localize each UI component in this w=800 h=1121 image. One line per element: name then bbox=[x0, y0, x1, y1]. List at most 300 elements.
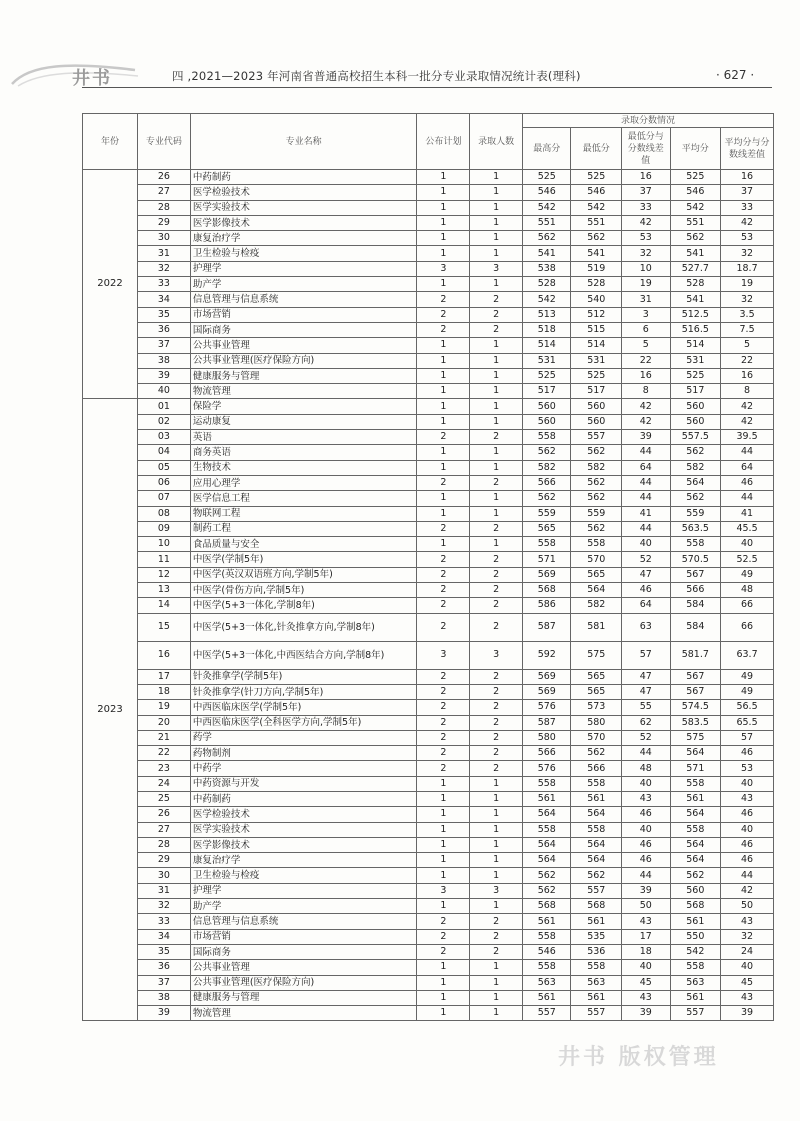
cell-plan: 1 bbox=[417, 246, 470, 261]
cell-mind: 19 bbox=[622, 277, 670, 292]
cell-avgd: 44 bbox=[721, 868, 774, 883]
cell-max: 566 bbox=[523, 475, 571, 490]
cell-avg: 558 bbox=[670, 960, 721, 975]
cell-avgd: 39 bbox=[721, 1006, 774, 1021]
cell-max: 563 bbox=[523, 975, 571, 990]
cell-name: 应用心理学 bbox=[190, 475, 417, 490]
cell-min: 580 bbox=[571, 715, 622, 730]
cell-max: 561 bbox=[523, 914, 571, 929]
table-row bbox=[83, 246, 774, 261]
cell-mind: 18 bbox=[622, 944, 670, 959]
cell-avg: 562 bbox=[670, 445, 721, 460]
cell-adm: 1 bbox=[470, 368, 523, 383]
cell-avgd: 52.5 bbox=[721, 552, 774, 567]
cell-avgd: 39.5 bbox=[721, 430, 774, 445]
cell-avg: 584 bbox=[670, 598, 721, 613]
cell-min: 570 bbox=[571, 730, 622, 745]
cell-max: 564 bbox=[523, 807, 571, 822]
cell-mind: 41 bbox=[622, 506, 670, 521]
cell-mind: 64 bbox=[622, 460, 670, 475]
cell-avg: 567 bbox=[670, 684, 721, 699]
cell-name: 中医学(5+3一体化,学制8年) bbox=[190, 598, 417, 613]
cell-avg: 525 bbox=[670, 368, 721, 383]
cell-code: 33 bbox=[138, 277, 191, 292]
cell-avg: 564 bbox=[670, 853, 721, 868]
cell-adm: 1 bbox=[470, 445, 523, 460]
cell-adm: 2 bbox=[470, 761, 523, 776]
table-row bbox=[83, 761, 774, 776]
cell-plan: 2 bbox=[417, 700, 470, 715]
cell-code: 01 bbox=[138, 399, 191, 414]
cell-plan: 1 bbox=[417, 338, 470, 353]
cell-min: 557 bbox=[571, 1006, 622, 1021]
cell-avg: 525 bbox=[670, 170, 721, 185]
cell-code: 38 bbox=[138, 990, 191, 1005]
cell-code: 10 bbox=[138, 537, 191, 552]
cell-avg: 581.7 bbox=[670, 641, 721, 669]
cell-min: 562 bbox=[571, 521, 622, 536]
cell-adm: 1 bbox=[470, 460, 523, 475]
cell-plan: 1 bbox=[417, 170, 470, 185]
table-row bbox=[83, 1006, 774, 1021]
cell-max: 562 bbox=[523, 868, 571, 883]
cell-min: 536 bbox=[571, 944, 622, 959]
cell-min: 562 bbox=[571, 475, 622, 490]
cell-avgd: 56.5 bbox=[721, 700, 774, 715]
col-admitted: 录取人数 bbox=[470, 114, 523, 170]
cell-code: 13 bbox=[138, 583, 191, 598]
cell-adm: 1 bbox=[470, 491, 523, 506]
cell-max: 559 bbox=[523, 506, 571, 521]
cell-plan: 1 bbox=[417, 399, 470, 414]
cell-avg: 562 bbox=[670, 491, 721, 506]
cell-max: 538 bbox=[523, 261, 571, 276]
cell-avgd: 32 bbox=[721, 246, 774, 261]
cell-avg: 561 bbox=[670, 791, 721, 806]
cell-name: 国际商务 bbox=[190, 944, 417, 959]
cell-name: 医学实验技术 bbox=[190, 822, 417, 837]
cell-name: 中医学(5+3一体化,针灸推拿方向,学制8年) bbox=[190, 613, 417, 641]
watermark-text: 井书 版权管理 bbox=[558, 1045, 719, 1070]
cell-name: 中医学(5+3一体化,中西医结合方向,学制8年) bbox=[190, 641, 417, 669]
cell-avg: 564 bbox=[670, 837, 721, 852]
cell-avg: 512.5 bbox=[670, 307, 721, 322]
cell-mind: 43 bbox=[622, 914, 670, 929]
cell-avgd: 46 bbox=[721, 807, 774, 822]
table-row bbox=[83, 746, 774, 761]
cell-adm: 2 bbox=[470, 613, 523, 641]
cell-avgd: 18.7 bbox=[721, 261, 774, 276]
cell-plan: 3 bbox=[417, 883, 470, 898]
cell-plan: 1 bbox=[417, 185, 470, 200]
cell-mind: 48 bbox=[622, 761, 670, 776]
cell-avg: 516.5 bbox=[670, 322, 721, 337]
cell-name: 信息管理与信息系统 bbox=[190, 292, 417, 307]
cell-avgd: 8 bbox=[721, 384, 774, 399]
cell-min: 573 bbox=[571, 700, 622, 715]
cell-avgd: 49 bbox=[721, 684, 774, 699]
cell-name: 护理学 bbox=[190, 883, 417, 898]
cell-plan: 3 bbox=[417, 261, 470, 276]
table-row bbox=[83, 353, 774, 368]
cell-mind: 47 bbox=[622, 567, 670, 582]
cell-avg: 560 bbox=[670, 399, 721, 414]
cell-avg: 574.5 bbox=[670, 700, 721, 715]
cell-max: 580 bbox=[523, 730, 571, 745]
cell-mind: 39 bbox=[622, 883, 670, 898]
cell-adm: 3 bbox=[470, 261, 523, 276]
cell-avg: 558 bbox=[670, 537, 721, 552]
cell-min: 514 bbox=[571, 338, 622, 353]
cell-code: 36 bbox=[138, 322, 191, 337]
cell-code: 31 bbox=[138, 246, 191, 261]
cell-code: 37 bbox=[138, 975, 191, 990]
cell-plan: 1 bbox=[417, 975, 470, 990]
cell-plan: 2 bbox=[417, 929, 470, 944]
cell-mind: 42 bbox=[622, 399, 670, 414]
cell-avg: 562 bbox=[670, 231, 721, 246]
cell-avg: 560 bbox=[670, 414, 721, 429]
cell-mind: 44 bbox=[622, 521, 670, 536]
cell-mind: 22 bbox=[622, 353, 670, 368]
cell-name: 中药制药 bbox=[190, 170, 417, 185]
cell-avgd: 53 bbox=[721, 231, 774, 246]
cell-avg: 561 bbox=[670, 990, 721, 1005]
cell-mind: 44 bbox=[622, 475, 670, 490]
admission-table bbox=[82, 113, 774, 1021]
cell-name: 市场营销 bbox=[190, 307, 417, 322]
cell-adm: 1 bbox=[470, 414, 523, 429]
cell-code: 29 bbox=[138, 215, 191, 230]
cell-name: 医学检验技术 bbox=[190, 807, 417, 822]
col-min-diff: 最低分与分数线差值 bbox=[622, 128, 670, 170]
cell-max: 541 bbox=[523, 246, 571, 261]
cell-plan: 1 bbox=[417, 368, 470, 383]
table-row bbox=[83, 883, 774, 898]
col-major: 专业名称 bbox=[190, 114, 417, 170]
cell-avg: 551 bbox=[670, 215, 721, 230]
table-row bbox=[83, 430, 774, 445]
cell-max: 569 bbox=[523, 684, 571, 699]
cell-code: 27 bbox=[138, 185, 191, 200]
logo-text: 井书 bbox=[72, 68, 112, 89]
cell-name: 健康服务与管理 bbox=[190, 990, 417, 1005]
cell-plan: 2 bbox=[417, 583, 470, 598]
cell-code: 32 bbox=[138, 261, 191, 276]
cell-adm: 1 bbox=[470, 776, 523, 791]
cell-name: 康复治疗学 bbox=[190, 231, 417, 246]
cell-name: 药物制剂 bbox=[190, 746, 417, 761]
table-row bbox=[83, 853, 774, 868]
cell-avgd: 50 bbox=[721, 899, 774, 914]
cell-min: 581 bbox=[571, 613, 622, 641]
cell-mind: 3 bbox=[622, 307, 670, 322]
cell-avgd: 40 bbox=[721, 776, 774, 791]
col-plan: 公布计划 bbox=[417, 114, 470, 170]
table-row bbox=[83, 200, 774, 215]
cell-avgd: 32 bbox=[721, 929, 774, 944]
cell-adm: 3 bbox=[470, 641, 523, 669]
cell-adm: 1 bbox=[470, 868, 523, 883]
cell-avg: 583.5 bbox=[670, 715, 721, 730]
cell-mind: 43 bbox=[622, 990, 670, 1005]
cell-max: 514 bbox=[523, 338, 571, 353]
cell-code: 23 bbox=[138, 761, 191, 776]
cell-mind: 8 bbox=[622, 384, 670, 399]
cell-name: 公共事业管理(医疗保险方向) bbox=[190, 353, 417, 368]
cell-max: 558 bbox=[523, 929, 571, 944]
cell-avgd: 42 bbox=[721, 399, 774, 414]
cell-min: 565 bbox=[571, 567, 622, 582]
cell-max: 513 bbox=[523, 307, 571, 322]
table-row bbox=[83, 475, 774, 490]
cell-avg: 566 bbox=[670, 583, 721, 598]
cell-mind: 42 bbox=[622, 414, 670, 429]
cell-code: 35 bbox=[138, 944, 191, 959]
table-row bbox=[83, 914, 774, 929]
cell-max: 576 bbox=[523, 761, 571, 776]
table-row bbox=[83, 944, 774, 959]
col-min: 最低分 bbox=[571, 128, 622, 170]
table-row bbox=[83, 641, 774, 669]
cell-code: 37 bbox=[138, 338, 191, 353]
cell-avgd: 46 bbox=[721, 853, 774, 868]
table-row bbox=[83, 552, 774, 567]
cell-avg: 514 bbox=[670, 338, 721, 353]
cell-code: 08 bbox=[138, 506, 191, 521]
cell-max: 558 bbox=[523, 430, 571, 445]
cell-max: 551 bbox=[523, 215, 571, 230]
cell-adm: 1 bbox=[470, 231, 523, 246]
cell-avg: 541 bbox=[670, 246, 721, 261]
cell-adm: 2 bbox=[470, 583, 523, 598]
cell-min: 565 bbox=[571, 669, 622, 684]
cell-name: 中医学(学制5年) bbox=[190, 552, 417, 567]
cell-max: 546 bbox=[523, 944, 571, 959]
cell-plan: 1 bbox=[417, 899, 470, 914]
table-row bbox=[83, 822, 774, 837]
cell-plan: 2 bbox=[417, 322, 470, 337]
cell-plan: 2 bbox=[417, 521, 470, 536]
cell-min: 575 bbox=[571, 641, 622, 669]
year-cell: 2022 bbox=[83, 170, 138, 399]
table-row bbox=[83, 868, 774, 883]
cell-adm: 1 bbox=[470, 1006, 523, 1021]
col-year: 年份 bbox=[83, 114, 138, 170]
table-row bbox=[83, 399, 774, 414]
cell-code: 36 bbox=[138, 960, 191, 975]
cell-plan: 1 bbox=[417, 960, 470, 975]
col-code: 专业代码 bbox=[138, 114, 191, 170]
cell-name: 医学检验技术 bbox=[190, 185, 417, 200]
cell-mind: 52 bbox=[622, 730, 670, 745]
cell-adm: 1 bbox=[470, 353, 523, 368]
cell-code: 18 bbox=[138, 684, 191, 699]
cell-plan: 1 bbox=[417, 445, 470, 460]
cell-min: 560 bbox=[571, 399, 622, 414]
cell-name: 卫生检验与检疫 bbox=[190, 246, 417, 261]
cell-adm: 1 bbox=[470, 399, 523, 414]
cell-mind: 31 bbox=[622, 292, 670, 307]
cell-code: 38 bbox=[138, 353, 191, 368]
cell-plan: 2 bbox=[417, 761, 470, 776]
table-row bbox=[83, 776, 774, 791]
cell-avg: 542 bbox=[670, 944, 721, 959]
cell-adm: 2 bbox=[470, 598, 523, 613]
table-row bbox=[83, 170, 774, 185]
cell-plan: 2 bbox=[417, 613, 470, 641]
table-header bbox=[83, 114, 774, 170]
cell-adm: 1 bbox=[470, 506, 523, 521]
cell-mind: 53 bbox=[622, 231, 670, 246]
cell-avgd: 42 bbox=[721, 414, 774, 429]
cell-avg: 542 bbox=[670, 200, 721, 215]
cell-name: 食品质量与安全 bbox=[190, 537, 417, 552]
cell-name: 卫生检验与检疫 bbox=[190, 868, 417, 883]
cell-min: 546 bbox=[571, 185, 622, 200]
cell-plan: 2 bbox=[417, 292, 470, 307]
cell-avg: 557.5 bbox=[670, 430, 721, 445]
cell-max: 571 bbox=[523, 552, 571, 567]
cell-adm: 1 bbox=[470, 837, 523, 852]
cell-avg: 570.5 bbox=[670, 552, 721, 567]
table-row bbox=[83, 491, 774, 506]
cell-plan: 2 bbox=[417, 552, 470, 567]
cell-max: 546 bbox=[523, 185, 571, 200]
table-row bbox=[83, 929, 774, 944]
cell-min: 551 bbox=[571, 215, 622, 230]
cell-min: 515 bbox=[571, 322, 622, 337]
cell-avg: 558 bbox=[670, 776, 721, 791]
cell-adm: 2 bbox=[470, 322, 523, 337]
cell-min: 557 bbox=[571, 883, 622, 898]
cell-avgd: 44 bbox=[721, 445, 774, 460]
col-max: 最高分 bbox=[523, 128, 571, 170]
cell-plan: 1 bbox=[417, 1006, 470, 1021]
cell-mind: 46 bbox=[622, 807, 670, 822]
cell-avgd: 43 bbox=[721, 990, 774, 1005]
cell-name: 助产学 bbox=[190, 277, 417, 292]
table-row bbox=[83, 791, 774, 806]
cell-code: 09 bbox=[138, 521, 191, 536]
cell-avgd: 40 bbox=[721, 537, 774, 552]
cell-name: 护理学 bbox=[190, 261, 417, 276]
cell-max: 576 bbox=[523, 700, 571, 715]
cell-avgd: 41 bbox=[721, 506, 774, 521]
cell-mind: 40 bbox=[622, 822, 670, 837]
cell-plan: 2 bbox=[417, 307, 470, 322]
cell-avgd: 66 bbox=[721, 613, 774, 641]
cell-avgd: 46 bbox=[721, 475, 774, 490]
cell-code: 12 bbox=[138, 567, 191, 582]
cell-min: 561 bbox=[571, 990, 622, 1005]
cell-avg: 571 bbox=[670, 761, 721, 776]
cell-avg: 575 bbox=[670, 730, 721, 745]
cell-avgd: 5 bbox=[721, 338, 774, 353]
cell-avg: 564 bbox=[670, 475, 721, 490]
cell-name: 康复治疗学 bbox=[190, 853, 417, 868]
cell-code: 34 bbox=[138, 929, 191, 944]
cell-name: 中药制药 bbox=[190, 791, 417, 806]
cell-min: 540 bbox=[571, 292, 622, 307]
cell-adm: 2 bbox=[470, 521, 523, 536]
cell-adm: 1 bbox=[470, 200, 523, 215]
cell-avg: 562 bbox=[670, 868, 721, 883]
cell-code: 26 bbox=[138, 170, 191, 185]
cell-max: 562 bbox=[523, 491, 571, 506]
cell-max: 518 bbox=[523, 322, 571, 337]
cell-name: 中西医临床医学(学制5年) bbox=[190, 700, 417, 715]
cell-plan: 1 bbox=[417, 837, 470, 852]
cell-avgd: 64 bbox=[721, 460, 774, 475]
cell-avgd: 46 bbox=[721, 837, 774, 852]
cell-mind: 40 bbox=[622, 537, 670, 552]
cell-min: 525 bbox=[571, 170, 622, 185]
cell-name: 国际商务 bbox=[190, 322, 417, 337]
header-divider bbox=[82, 87, 772, 88]
cell-code: 21 bbox=[138, 730, 191, 745]
cell-avgd: 42 bbox=[721, 215, 774, 230]
table-row bbox=[83, 567, 774, 582]
table-row bbox=[83, 700, 774, 715]
cell-code: 33 bbox=[138, 914, 191, 929]
cell-avg: 528 bbox=[670, 277, 721, 292]
table-row bbox=[83, 384, 774, 399]
cell-avgd: 33 bbox=[721, 200, 774, 215]
table-row bbox=[83, 414, 774, 429]
col-avg: 平均分 bbox=[670, 128, 721, 170]
cell-avgd: 45 bbox=[721, 975, 774, 990]
cell-avg: 557 bbox=[670, 1006, 721, 1021]
cell-avg: 584 bbox=[670, 613, 721, 641]
cell-plan: 1 bbox=[417, 537, 470, 552]
cell-adm: 2 bbox=[470, 552, 523, 567]
cell-name: 中医学(骨伤方向,学制5年) bbox=[190, 583, 417, 598]
cell-mind: 44 bbox=[622, 746, 670, 761]
cell-adm: 2 bbox=[470, 746, 523, 761]
cell-min: 541 bbox=[571, 246, 622, 261]
cell-mind: 44 bbox=[622, 491, 670, 506]
cell-code: 17 bbox=[138, 669, 191, 684]
table-row bbox=[83, 506, 774, 521]
cell-plan: 1 bbox=[417, 231, 470, 246]
cell-name: 针灸推拿学(针刀方向,学制5年) bbox=[190, 684, 417, 699]
table-row bbox=[83, 669, 774, 684]
cell-avgd: 57 bbox=[721, 730, 774, 745]
cell-max: 525 bbox=[523, 368, 571, 383]
table-row bbox=[83, 215, 774, 230]
cell-name: 运动康复 bbox=[190, 414, 417, 429]
table-row bbox=[83, 307, 774, 322]
cell-avgd: 44 bbox=[721, 491, 774, 506]
cell-min: 559 bbox=[571, 506, 622, 521]
cell-code: 07 bbox=[138, 491, 191, 506]
cell-avgd: 45.5 bbox=[721, 521, 774, 536]
cell-mind: 46 bbox=[622, 583, 670, 598]
cell-name: 制药工程 bbox=[190, 521, 417, 536]
table-row bbox=[83, 990, 774, 1005]
cell-max: 562 bbox=[523, 231, 571, 246]
cell-max: 542 bbox=[523, 292, 571, 307]
cell-max: 566 bbox=[523, 746, 571, 761]
cell-avg: 550 bbox=[670, 929, 721, 944]
cell-name: 医学影像技术 bbox=[190, 837, 417, 852]
cell-min: 570 bbox=[571, 552, 622, 567]
cell-plan: 1 bbox=[417, 776, 470, 791]
cell-min: 535 bbox=[571, 929, 622, 944]
cell-min: 582 bbox=[571, 460, 622, 475]
cell-avg: 568 bbox=[670, 899, 721, 914]
